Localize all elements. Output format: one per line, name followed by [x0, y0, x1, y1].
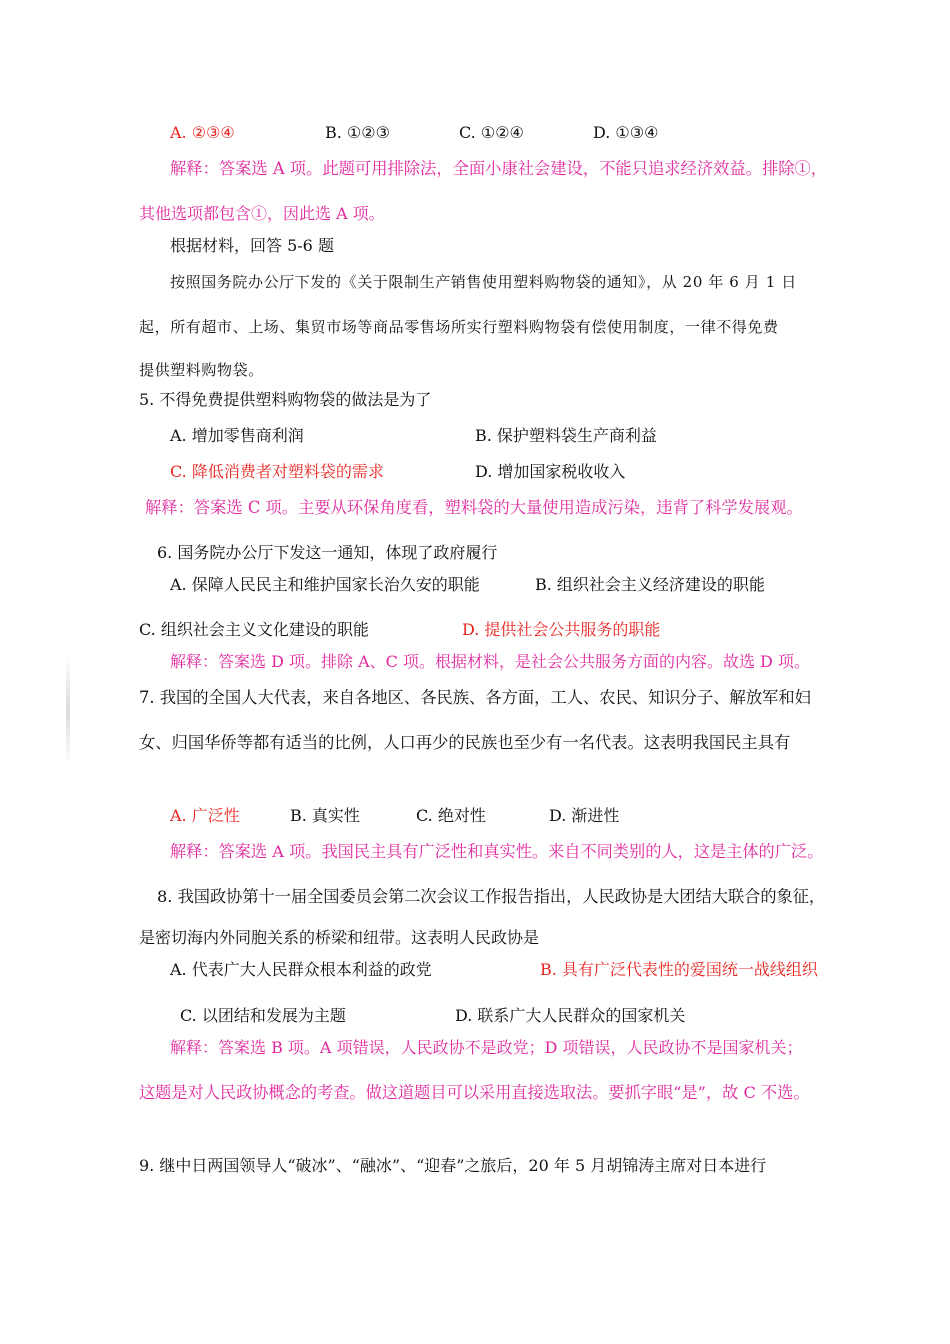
q7-explanation: 解释：答案选 A 项。我国民主具有广泛性和真实性。来自不同类别的人，这是主体的广泛。 [170, 842, 824, 861]
q8-option-d: D. 联系广大人民群众的国家机关 [455, 1006, 686, 1025]
q8-option-a: A. 代表广大人民群众根本利益的政党 [170, 960, 432, 979]
q5-option-a: A. 增加零售商利润 [170, 426, 304, 445]
q8-option-c: C. 以团结和发展为主题 [180, 1006, 346, 1025]
q8-option-b: B. 具有广泛代表性的爱国统一战线组织 [540, 960, 818, 979]
q5-stem: 5. 不得免费提供塑料购物袋的做法是为了 [139, 390, 432, 409]
q6-option-c: C. 组织社会主义文化建设的职能 [139, 620, 369, 639]
q7-option-a: A. 广泛性 [170, 806, 240, 825]
q5-option-d: D. 增加国家税收收入 [475, 462, 626, 481]
q4-explanation-line2: 其他选项都包含①，因此选 A 项。 [139, 204, 385, 223]
q7-option-c: C. 绝对性 [416, 806, 486, 825]
q8-stem-line2: 是密切海内外同胞关系的桥梁和纽带。这表明人民政协是 [139, 928, 540, 947]
q6-explanation: 解释：答案选 D 项。排除 A、C 项。根据材料，是社会公共服务方面的内容。故选 D 项。 [170, 652, 810, 671]
q4-option-a: A. ②③④ [170, 123, 235, 142]
material-line1: 按照国务院办公厅下发的《关于限制生产销售使用塑料购物袋的通知》，从 20 年 6 月 1 日 [170, 273, 797, 291]
q5-option-b: B. 保护塑料袋生产商利益 [475, 426, 657, 445]
q4-option-d: D. ①③④ [593, 123, 659, 142]
q6-stem: 6. 国务院办公厅下发这一通知，体现了政府履行 [157, 543, 498, 562]
q7-option-b: B. 真实性 [290, 806, 360, 825]
q8-explanation-line1: 解释：答案选 B 项。A 项错误，人民政协不是政党；D 项错误，人民政协不是国家机关； [170, 1038, 803, 1057]
q9-stem-line1: 9. 继中日两国领导人“破冰”、“融冰”、“迎春”之旅后，20 年 5 月胡锦涛主席对日本进行 [139, 1156, 767, 1175]
q6-option-b: B. 组织社会主义经济建设的职能 [535, 575, 765, 594]
q6-option-a: A. 保障人民民主和维护国家长治久安的职能 [170, 575, 480, 594]
material-line3: 提供塑料购物袋。 [139, 361, 264, 379]
material-intro: 根据材料，回答 5-6 题 [170, 236, 334, 255]
q6-option-d: D. 提供社会公共服务的职能 [462, 620, 661, 639]
q7-stem-line1: 7. 我国的全国人大代表，来自各地区、各民族、各方面，工人、农民、知识分子、解放军和妇 [139, 688, 811, 707]
q8-explanation-line2: 这题是对人民政协概念的考查。做这道题目可以采用直接选取法。要抓字眼“是”，故 C 不选。 [139, 1083, 810, 1102]
q4-explanation-line1: 解释：答案选 A 项。此题可用排除法，全面小康社会建设，不能只追求经济效益。排除①， [170, 159, 828, 178]
q4-option-b: B. ①②③ [325, 123, 390, 142]
q8-stem-line1: 8. 我国政协第十一届全国委员会第二次会议工作报告指出，人民政协是大团结大联合的象征， [157, 887, 826, 906]
q7-option-d: D. 渐进性 [549, 806, 620, 825]
q4-option-c: C. ①②④ [459, 123, 524, 142]
scan-artifact [66, 655, 70, 765]
material-line2: 起，所有超市、上场、集贸市场等商品零售场所实行塑料购物袋有偿使用制度，一律不得免费 [139, 318, 779, 336]
q7-stem-line2: 女、归国华侨等都有适当的比例，人口再少的民族也至少有一名代表。这表明我国民主具有 [139, 733, 791, 752]
q5-explanation: 解释：答案选 C 项。主要从环保角度看，塑料袋的大量使用造成污染，违背了科学发展观。 [145, 498, 803, 517]
q5-option-c: C. 降低消费者对塑料袋的需求 [170, 462, 384, 481]
